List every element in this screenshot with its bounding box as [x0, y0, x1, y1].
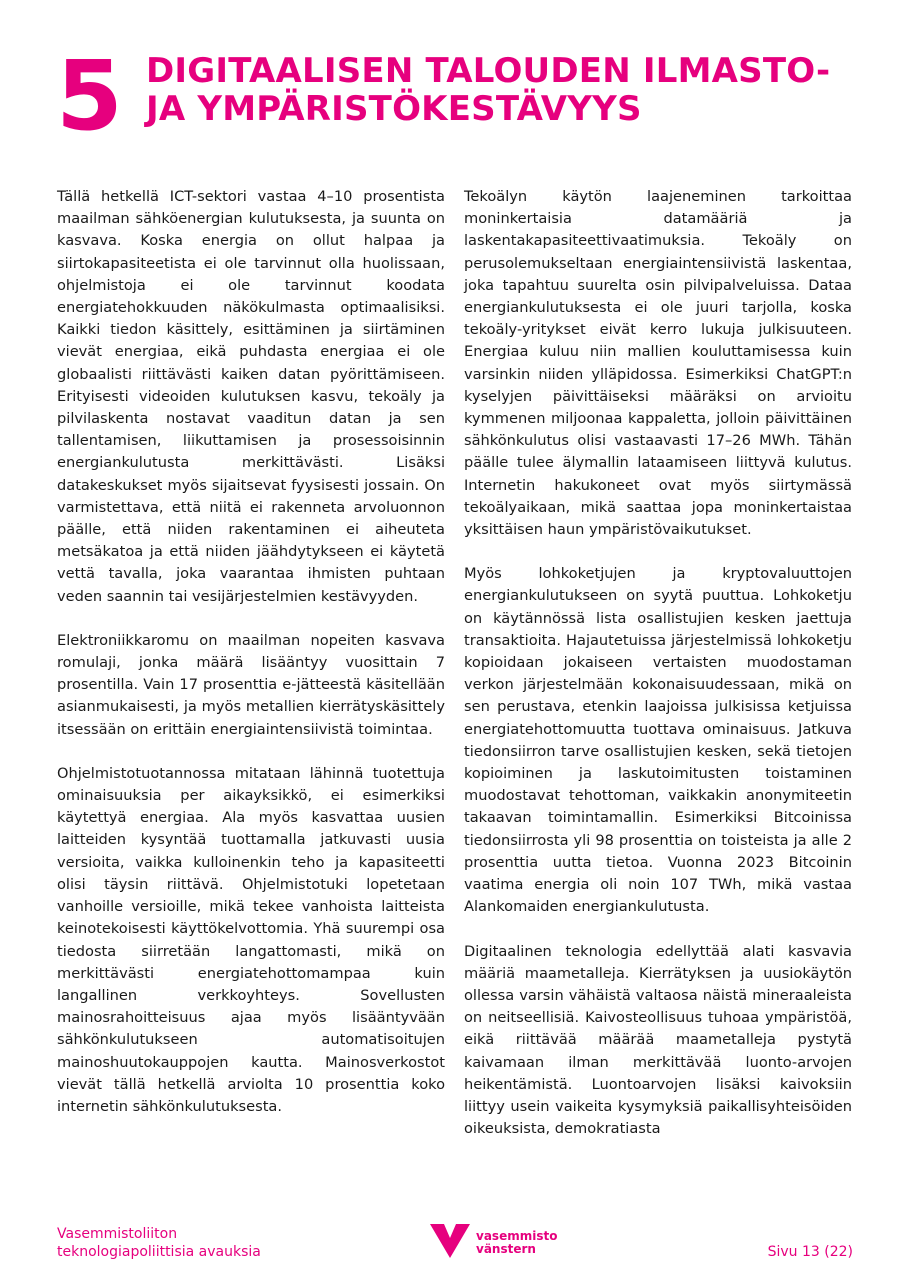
left-column — [57, 186, 445, 1140]
footer-publication — [57, 1225, 261, 1261]
v-heart-logo-icon — [430, 1224, 470, 1262]
paragraph: Digitaalinen teknologia edellyttää alati kasvavia määriä maametalleja. Kierrätyksen ja uusiokäytön ollessa varsin vähäistä valtaosa näistä mineraaleista on neitseellisiä. Kaivosteollisuus tuhoaa ympäristöä, eikä riittävää määrää maametalleja pystytä kaivamaan ilman merkittävää luonto-arvojen heikentämistä. Luontoarvojen lisäksi kaivoksiin liittyy usein vaikeita kysymyksiä paikallisyhteisöiden oikeuksista, demokratiasta — [464, 942, 852, 1138]
logo-line-1: vasemmisto — [476, 1229, 558, 1243]
footer-line-1: Vasemmistoliiton — [57, 1226, 178, 1242]
chapter-title — [146, 52, 866, 128]
chapter-title-line-2: JA YMPÄRISTÖKESTÄVYYS — [146, 89, 642, 129]
paragraph: Elektroniikkaromu on maailman nopeiten kasvava romulaji, jonka määrä lisääntyy vuosittain 7 prosentilla. Vain 17 prosenttia e-jätteestä käsitellään asianmukaisesti, ja myös metallien kierrätyskäsittely itsessään on erittäin energiaintensiivistä toimintaa. — [57, 631, 445, 738]
footer-line-2: teknologiapoliittisia avauksia — [57, 1244, 261, 1260]
chapter-title-line-1: DIGITAALISEN TALOUDEN ILMASTO- — [146, 51, 831, 91]
chapter-number: 5 — [56, 40, 123, 152]
paragraph: Tekoälyn käytön laajeneminen tarkoittaa moninkertaisia datamääriä ja laskentakapasiteettivaatimuksia. Tekoäly on perusolemukseltaan energiaintensiivistä laskentaa, joka tapahtuu suurelta osin pilvipalveluissa. Dataa energiankulutuksesta ei ole juuri tarjolla, koska tekoäly-yritykset eivät kerro lukuja julkisuuteen. Energiaa kuluu niin mallien kouluttamisessa kuin varsinkin niiden ylläpidossa. Esimerkiksi ChatGPT:n kyselyjen päivittäiseksi määräksi on arvioitu kymmenen miljoonaa kappaletta, jolloin päivittäinen sähkönkulutus olisi vastaavasti 17–26 MWh. Tähän päälle tulee älymallin lataamiseen liittyvä kulutus. Internetin hakukoneet ovat myös siirtymässä tekoälyaikaan, mikä saattaa jopa moninkertaistaa yksittäisen haun ympäristövaikutukset. — [464, 188, 852, 539]
right-column — [464, 186, 852, 1162]
paragraph: Ohjelmistotuotannossa mitataan lähinnä tuotettuja ominaisuuksia per aikayksikkö, ei esimerkiksi käytettyä energiaa. Ala myös kasvattaa uusien laitteiden kysyntää tuottamalla jatkuvasti uusia versioita, vaikka kulloinenkin teho ja kapasiteetti olisi täysin riittävä. Ohjelmistotuki lopetetaan vanhoille versioille, mikä tekee vanhoista laitteista keinotekoisesti käyttökelvottomia. Yhä suurempi osa tiedosta siirretään langattomasti, mikä on merkittävästi energiatehottomampaa kuin langallinen verkkoyhteys. Sovellusten mainosrahoitteisuus ajaa myös lisääntyvään sähkönkulutukseen automatisoitujen mainoshuutokauppojen kautta. Mainosverkostot vievät tällä hetkellä arviolta 10 prosenttia koko internetin sähkönkulutuksesta. — [57, 764, 445, 1115]
paragraph: Tällä hetkellä ICT-sektori vastaa 4–10 prosentista maailman sähköenergian kulutuksesta, ja suunta on kasvava. Koska energia on ollut halpaa ja siirtokapasiteetista ei ole tarvinnut olla huolissaan, ohjelmistoja ei ole tarvinnut koodata energiatehokkuuden näkökulmasta optimaalisiksi. Kaikki tiedon käsittely, esittäminen ja siirtäminen vievät energiaa, eikä puhdasta energiaa ei ole globaalisti riittävästi kaiken datan pyörittämiseen. Erityisesti videoiden kulutuksen kasvu, tekoäly ja pilvilaskenta nostavat vaaditun datan ja sen tallentamisen, liikuttamisen ja prosessoisinnin energiankulutusta merkittävästi. Lisäksi datakeskukset myös sijaitsevat fyysisesti jossain. On varmistettava, että niitä ei rakenneta arvoluonnon päälle, että niiden rakentaminen ei aiheuteta metsäkatoa ja että niiden jäähdytykseen ei käytetä vettä tavalla, joka vaarantaa ihmisten puhtaan veden saannin tai vesijärjestelmien kestävyyden. — [57, 188, 445, 605]
paragraph: Myös lohkoketjujen ja kryptovaluuttojen energiankulutukseen on syytä puuttua. Lohkoketju on käytännössä lista osallistujien kesken jaettuja transaktioita. Hajautetuissa järjestelmissä lohkoketju kopioidaan jokaiseen vertaisten muodostaman verkon järjestelmään kokonaisuudessaan, mikä on sen perustava, etenkin laajoissa julkisissa ketjuissa energiatehottomuutta tuottava ominaisuus. Jatkuva tiedonsiirron tarve osallistujien kesken, sekä tietojen kopioiminen ja laskutoimitusten toistaminen muodostavat tehottoman, vaikkakin anonymiteetin takaavan toimintamallin. Esimerkiksi Bitcoinissa tiedonsiirrosta yli 98 prosenttia on toisteista ja alle 2 prosenttia uutta tietoa. Vuonna 2023 Bitcoinin vaatima energia oli noin 107 TWh, mikä vastaa Alankomaiden energiankulutusta. — [464, 565, 852, 916]
logo-line-2: vänstern — [476, 1242, 536, 1256]
logo-text — [476, 1230, 557, 1256]
party-logo — [430, 1224, 557, 1262]
page-number: Sivu 13 (22) — [767, 1244, 853, 1260]
